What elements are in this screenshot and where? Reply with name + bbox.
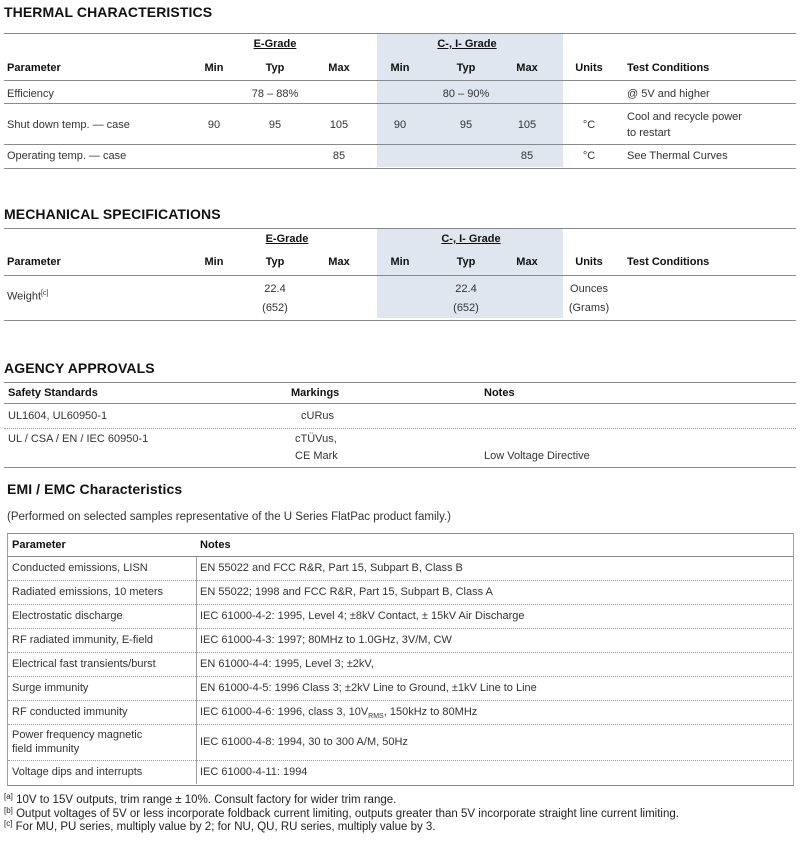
- mechanical-header-c-min: Min: [390, 256, 410, 268]
- emi-row-notes: EN 61000-4-4: 1995, Level 3; ±2kV,: [200, 658, 374, 670]
- mechanical-header-c-typ: Typ: [456, 256, 476, 268]
- agency-row-2-standard: UL / CSA / EN / IEC 60950-1: [8, 433, 149, 445]
- thermal-row-operating-cond: See Thermal Curves: [627, 150, 728, 162]
- thermal-row-shutdown-c-min: 90: [393, 119, 407, 131]
- agency-top-rule: [4, 382, 796, 383]
- mechanical-row-weight-units-g: (Grams): [568, 302, 610, 314]
- thermal-ci-shading: [377, 34, 563, 167]
- mechanical-group-ci: C-, I- Grade: [441, 233, 501, 245]
- mechanical-row-weight-c-typ-oz: 22.4: [455, 283, 477, 295]
- emi-row-divider: [8, 652, 792, 653]
- emi-subtitle: (Performed on selected samples representative of the U Series FlatPac product family.): [7, 511, 452, 523]
- thermal-header-e-typ: Typ: [265, 62, 285, 74]
- thermal-row-operating-param: Operating temp. — case: [7, 150, 127, 162]
- thermal-row-shutdown-param: Shut down temp. — case: [7, 119, 130, 131]
- mechanical-row-weight-units-oz: Ounces: [570, 283, 608, 295]
- agency-row-divider: [4, 428, 796, 429]
- thermal-header-e-max: Max: [328, 62, 350, 74]
- thermal-row-operating-e-max: 85: [332, 150, 346, 162]
- thermal-row-shutdown-e-typ: 95: [268, 119, 282, 131]
- emi-row-param: Radiated emissions, 10 meters: [12, 586, 164, 598]
- emi-row-divider: [8, 724, 792, 725]
- emi-row-param-line1: Power frequency magnetic: [12, 729, 143, 741]
- thermal-header-parameter: Parameter: [7, 62, 61, 74]
- emi-row-notes: IEC 61000-4-8: 1994, 30 to 300 A/M, 50Hz: [200, 736, 408, 748]
- footnote-c: [c] For MU, PU series, multiply value by 2; for NU, QU, RU series, multiply value by 3.: [4, 819, 436, 833]
- thermal-row-efficiency-c-typ: 80 – 90%: [442, 88, 490, 100]
- mechanical-header-e-min: Min: [204, 256, 224, 268]
- thermal-header-conditions: Test Conditions: [627, 62, 710, 74]
- mechanical-header-rule: [4, 275, 796, 276]
- footnote-ref-c: [c]: [41, 290, 49, 297]
- thermal-row-shutdown-cond-line2: to restart: [627, 127, 671, 139]
- emi-row-param-line2: field immunity: [12, 743, 80, 755]
- agency-row-1-standard: UL1604, UL60950-1: [8, 410, 108, 422]
- footnote-a: [a] 10V to 15V outputs, trim range ± 10%. Consult factory for wider trim range.: [4, 792, 397, 806]
- mechanical-group-e: E-Grade: [265, 233, 309, 245]
- thermal-row-efficiency-cond: @ 5V and higher: [627, 88, 710, 100]
- mechanical-row-weight-param: Weight[c]: [7, 290, 49, 303]
- thermal-row-shutdown-e-min: 90: [207, 119, 221, 131]
- emi-row-param: Electrical fast transients/burst: [12, 658, 156, 670]
- thermal-header-rule: [4, 80, 796, 81]
- thermal-row-shutdown-cond-line1: Cool and recycle power: [627, 111, 742, 123]
- emi-row-notes: EN 61000-4-5: 1996 Class 3; ±2kV Line to Ground, ±1kV Line to Line: [200, 682, 537, 694]
- mechanical-header-e-max: Max: [328, 256, 350, 268]
- mechanical-row-weight-c-typ-g: (652): [453, 302, 479, 314]
- mechanical-header-e-typ: Typ: [265, 256, 285, 268]
- emi-row-notes: IEC 61000-4-3: 1997; 80MHz to 1.0GHz, 3V/M, CW: [200, 634, 452, 646]
- mechanical-header-parameter: Parameter: [7, 256, 61, 268]
- emi-row-param: RF conducted immunity: [12, 706, 128, 718]
- thermal-header-units: Units: [575, 62, 603, 74]
- thermal-header-c-typ: Typ: [456, 62, 476, 74]
- thermal-row-operating-units: °C: [582, 150, 596, 162]
- emi-row-param: RF radiated immunity, E-field: [12, 634, 154, 646]
- thermal-row-shutdown-c-max: 105: [517, 119, 537, 131]
- emi-header-notes: Notes: [200, 539, 231, 551]
- agency-header-standards: Safety Standards: [8, 387, 98, 399]
- thermal-header-c-min: Min: [390, 62, 410, 74]
- agency-row-2-marking-line2: CE Mark: [295, 450, 338, 462]
- mechanical-header-conditions: Test Conditions: [627, 256, 710, 268]
- mechanical-header-c-max: Max: [516, 256, 538, 268]
- emi-row-divider: [8, 628, 792, 629]
- thermal-row-operating-c-max: 85: [520, 150, 534, 162]
- emi-row-notes: IEC 61000-4-11: 1994: [200, 766, 308, 778]
- agency-row-1-marking: cURus: [301, 410, 335, 422]
- footnote-b: [b] Output voltages of 5V or less incorporate foldback current limiting, outputs greater than 5V incorporate straight line current limiting.: [4, 806, 679, 820]
- thermal-row-shutdown-e-max: 105: [329, 119, 349, 131]
- agency-section-title: AGENCY APPROVALS: [4, 360, 155, 376]
- emi-row-divider: [8, 604, 792, 605]
- thermal-section-title: THERMAL CHARACTERISTICS: [4, 4, 213, 20]
- agency-header-notes: Notes: [484, 387, 515, 399]
- thermal-row-rule: [4, 103, 796, 104]
- agency-bottom-rule: [4, 467, 796, 468]
- emi-header-parameter: Parameter: [12, 539, 66, 551]
- thermal-header-c-max: Max: [516, 62, 538, 74]
- thermal-row-efficiency-e-typ: 78 – 88%: [251, 88, 299, 100]
- agency-header-rule: [4, 403, 796, 404]
- emi-row-divider: [8, 700, 792, 701]
- emi-row-param: Electrostatic discharge: [12, 610, 123, 622]
- emi-row-notes: EN 55022; 1998 and FCC R&R, Part 15, Subpart B, Class A: [200, 586, 493, 598]
- agency-row-2-notes: Low Voltage Directive: [484, 450, 590, 462]
- emi-row-divider: [8, 676, 792, 677]
- emi-row-notes: IEC 61000-4-6: 1996, class 3, $10V_{RMS}$, 150kHz to 80MHz: [200, 706, 478, 721]
- mechanical-row-weight-e-typ-g: (652): [262, 302, 288, 314]
- mechanical-row-weight-e-typ-oz: 22.4: [264, 283, 286, 295]
- emi-row-notes: IEC 61000-4-2: 1995, Level 4; ±8kV Contact, ± 15kV Air Discharge: [200, 610, 525, 622]
- emi-column-divider: [196, 556, 197, 784]
- thermal-row-shutdown-c-typ: 95: [459, 119, 473, 131]
- thermal-row-efficiency-param: Efficiency: [7, 88, 54, 100]
- agency-row-2-marking-line1: cTÜVus,: [295, 433, 337, 445]
- emi-header-rule: [7, 556, 793, 557]
- emi-row-param: Surge immunity: [12, 682, 89, 694]
- emi-row-divider: [8, 760, 792, 761]
- emi-row-divider: [8, 580, 792, 581]
- thermal-row-rule: [4, 144, 796, 145]
- thermal-row-shutdown-units: °C: [582, 119, 596, 131]
- emi-row-notes: EN 55022 and FCC R&R, Part 15, Subpart B, Class B: [200, 562, 463, 574]
- agency-header-markings: Markings: [291, 387, 340, 399]
- emi-section-title: EMI / EMC Characteristics: [7, 481, 183, 497]
- thermal-header-e-min: Min: [204, 62, 224, 74]
- emi-row-param: Conducted emissions, LISN: [12, 562, 148, 574]
- mechanical-section-title: MECHANICAL SPECIFICATIONS: [4, 206, 221, 222]
- thermal-group-ci: C-, I- Grade: [437, 38, 497, 50]
- mechanical-header-units: Units: [575, 256, 603, 268]
- emi-row-param: Voltage dips and interrupts: [12, 766, 143, 778]
- thermal-group-e: E-Grade: [253, 38, 297, 50]
